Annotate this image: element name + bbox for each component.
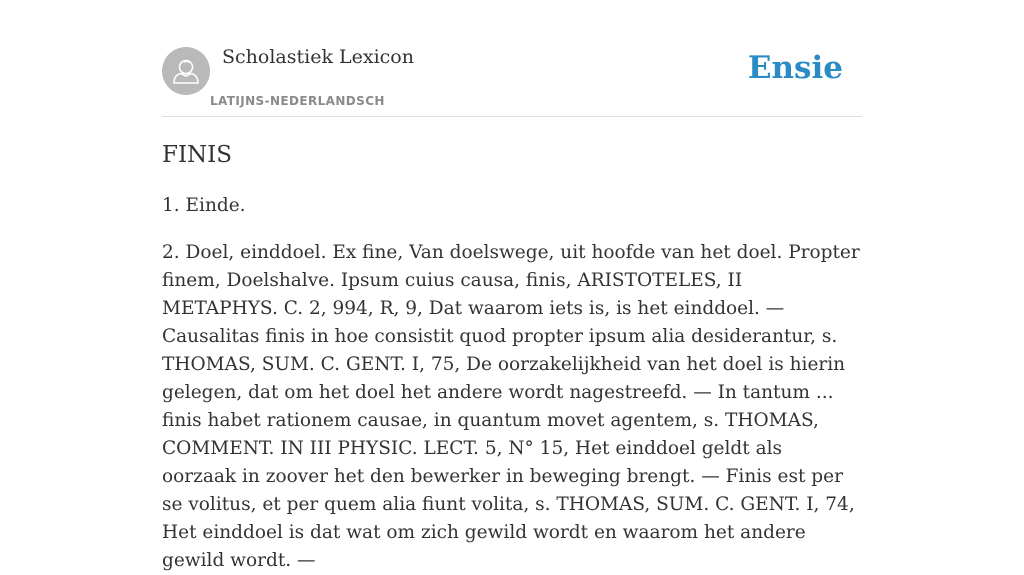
lexicon-subtitle: LATIJNS-NEDERLANDSCH	[210, 94, 385, 108]
site-header	[162, 0, 862, 117]
lexicon-title-link[interactable]: Scholastiek Lexicon	[222, 46, 414, 68]
definition-paragraph-2: 2. Doel, einddoel. Ex fine, Van doelswege, uit hoofde van het doel. Propter finem, Doelshalve. Ipsum cuius causa, finis, ARISTOTELES, II METAPHYS. C. 2, 994, R, 9, Dat waarom iets is, is het einddoel. — Causalitas finis in hoe consistit quod propter ipsum alia desiderantur, s. THOMAS, SUM. C. GENT. I, 75, De oorzakelijkheid van het doel is hierin gelegen, dat om het doel het andere wordt nagestreefd. — In tantum ... finis habet rationem causae, in quantum movet agentem, s. THOMAS, COMMENT. IN III PHYSIC. LECT. 5, N° 15, Het einddoel geldt als oorzaak in zoover het den bewerker in beweging brengt. — Finis est per se volitus, et per quem alia fiunt volita, s. THOMAS, SUM. C. GENT. I, 74, Het einddoel is dat wat om zich gewild wordt en waarom het andere gewild wordt. —	[162, 242, 860, 571]
definition-paragraph-1: 1. Einde.	[162, 195, 246, 216]
ensie-logo-link[interactable]: Ensie	[747, 50, 843, 86]
user-outline-icon	[162, 47, 210, 95]
entry-article	[162, 140, 862, 575]
entry-title: FINIS	[162, 142, 233, 168]
user-avatar-icon[interactable]	[162, 47, 210, 95]
